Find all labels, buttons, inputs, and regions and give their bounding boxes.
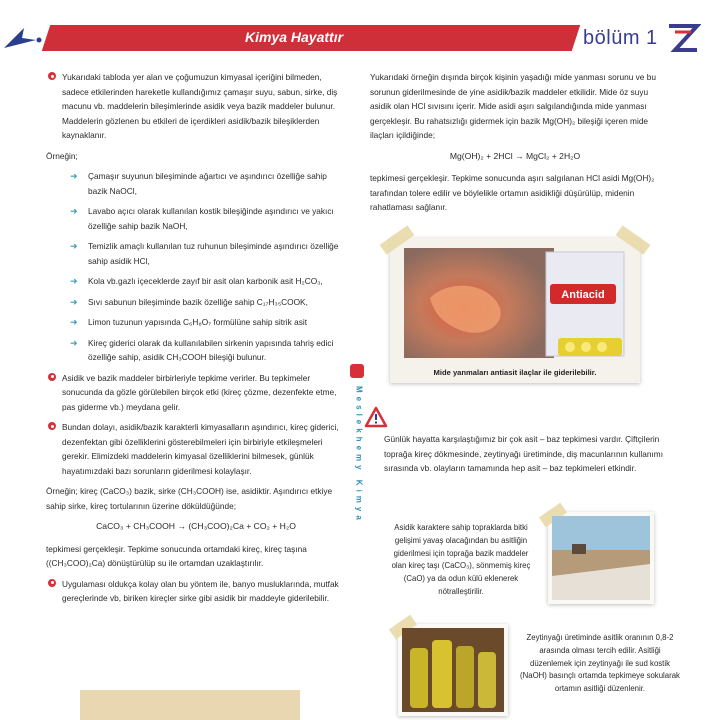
list-item-text: Sıvı sabunun bileşiminde bazik özelliğe sahip C₁₇H₃₅COOK, bbox=[88, 296, 308, 307]
left-column bbox=[46, 70, 346, 612]
soil-text: Asidik karaktere sahip topraklarda bitki gelişimi yavaş olacağından bu asitliğin giderilmesi için toprağa bazik maddeler olan kireç taşı (CaCO₃), sönmemiş kireç (CaO) ya da odun külü eklenerek nötralleştirilir. bbox=[391, 523, 531, 596]
arrow-bullet-icon: ➜ bbox=[70, 206, 78, 216]
page-title: Kimya Hayattır bbox=[245, 29, 344, 45]
paragraph bbox=[46, 577, 346, 606]
list-item bbox=[46, 295, 346, 310]
side-label-text: Meslekhemy Kimya bbox=[354, 386, 364, 524]
page-header bbox=[0, 0, 720, 64]
equation: Mg(OH)₂ + 2HCl → MgCl₂ + 2H₂O bbox=[449, 150, 581, 161]
list-item-text: Çamaşır suyunun bileşiminde ağartıcı ve aşındırıcı özelliğe sahip bazik NaOCl, bbox=[88, 171, 327, 196]
list-item bbox=[46, 336, 346, 365]
list-item bbox=[46, 169, 346, 198]
arrow-bullet-icon: ➜ bbox=[70, 171, 78, 181]
field-photo bbox=[548, 512, 654, 604]
paragraph-text: Asidik ve bazik maddeler birbirleriyle tepkime verirler. Bu tepkimeler sonucunda da gözle görülebilen birçok etki (kireç çözme, dezenfekte etme, pas giderme vb.) meydana gelir. bbox=[62, 372, 337, 412]
list-item-text: Limon tuzunun yapısında C₆H₈O₇ formülüne sahip sitrik asit bbox=[88, 317, 308, 327]
bullet-dot-icon bbox=[48, 579, 56, 587]
olive-oil-photo bbox=[398, 624, 508, 716]
chapter-label: bölüm 1 bbox=[583, 27, 658, 49]
arrow-bullet-icon: ➜ bbox=[70, 241, 78, 251]
antiacid-label: Antiacid bbox=[561, 289, 605, 301]
arrow-bullet-icon: ➜ bbox=[70, 276, 78, 286]
list-item-text: Kireç giderici olarak da kullanılabilen sirkenin yapısında tahriş edici özelliğe sahip, asidik CH₃COOH bileşiği bulunur. bbox=[88, 337, 334, 362]
paragraph bbox=[46, 371, 346, 415]
list-item bbox=[46, 315, 346, 330]
list-item-text: Temizlik amaçlı kullanılan tuz ruhunun bileşiminde aşındırıcı özelliğe sahip asidik HCl, bbox=[88, 241, 339, 266]
equation: CaCO₃ + CH₃COOH → (CH₃COO)₂Ca + CO₂ + H₂O bbox=[96, 521, 296, 531]
stomach-image bbox=[390, 238, 640, 366]
list-item-text: Lavabo açıcı olarak kullanılan kostik bileşiğinde aşındırıcı ve yakıcı özelliğe sahip bazik NaOH, bbox=[88, 206, 334, 231]
list-item-text: Kola vb.gazlı içeceklerde zayıf bir asit olan karbonik asit H₂CO₃, bbox=[88, 276, 323, 286]
list-item bbox=[46, 274, 346, 289]
list-item bbox=[46, 204, 346, 233]
field-image bbox=[552, 516, 650, 600]
bottom-photo bbox=[80, 690, 300, 720]
paragraph-text: tepkimesi gerçekleşir. Tepkime sonucunda ortamdaki kireç, kireç taşına ((CH₃COO)₂Ca) dönüştürülüp su ile ortamdan uzaklaştırılır. bbox=[46, 543, 307, 568]
paragraph-text: Bundan dolayı, asidik/bazik karakterli kimyasalların aşındırıcı, kireç giderici, dezenfektan gibi özelliklerini gösterebilmeleri için birbiriyle etkileşmeleri gerekir. Elimizdeki maddelerin kimyasal özelliklerini bilmesek, günlük hayatımızdaki bazı sorunların giderilmesi kolaylaşır. bbox=[62, 422, 339, 476]
olive-oil-image bbox=[402, 628, 504, 712]
arrow-bullet-icon: ➜ bbox=[70, 337, 78, 348]
paragraph-text: Uygulaması oldukça kolay olan bu yöntem ile, banyo musluklarında, mutfak gereçlerinde vb, biriken kireçler sirke gibi asidik bir maddeyle giderilebilir. bbox=[62, 578, 339, 603]
paragraph bbox=[46, 70, 346, 143]
paragraph-text: Yukarıdaki tabloda yer alan ve çoğumuzun kimyasal içeriğini bilmeden, sadece etkilerinden hareketle kullandığımız çamaşır suyu, sabun, sirke, diş macunu vb. maddelerin bileşimlerinde asidik veya bazik maddeler bulunur. Maddelerin gözlenen bu etkileri de içerdikleri asidik/bazik bileşiklerden kaynaklanır. bbox=[62, 72, 338, 140]
bullet-dot-icon bbox=[48, 72, 56, 80]
arrow-bullet-icon: ➜ bbox=[70, 317, 78, 327]
bullet-dot-icon bbox=[48, 422, 56, 430]
paragraph-text: tepkimesi gerçekleşir. Tepkime sonucunda aşırı salgılanan HCl asidi Mg(OH)₂ tarafından tolere edilir ve böylelikle ortamın asidikliği düşürülüp, midenin rahatlaması sağlanır. bbox=[370, 173, 655, 212]
antacid-photo bbox=[390, 238, 640, 383]
right-column bbox=[370, 70, 660, 221]
list-item bbox=[46, 239, 346, 268]
arrow-bullet-icon: ➜ bbox=[70, 296, 78, 307]
paragraph-text: Yukarıdaki örneğin dışında birçok kişinin yaşadığı mide yanması sorunu ve bu sorunun giderilmesinde de yine asidik/bazik maddeler etkilidir. Mide öz suyu asidik olan HCl sıvısını içerir. Mide asidi aşırı salgılandığında mide yanması gerçekleşir. Bu rahatsızlığı gidermek için bazik Mg(OH)₂ bileşiği içeren mide ilaçları içildiğinde; bbox=[370, 72, 656, 140]
info-paragraph: Günlük hayatta karşılaştığımız bir çok asit – baz tepkimesi vardır. Çiftçilerin toprağa kireç dökmesinde, zeytinyağı üretiminde, diş macunlarının kullanımı sırasında vb. olayların tamamında hep asit – baz tepkimeleri etkindir. bbox=[384, 434, 664, 473]
photo-caption: Mide yanmaları antiasit ilaçlar ile giderilebilir. bbox=[433, 368, 597, 377]
paragraph-text: Örneğin; kireç (CaCO₃) bazik, sirke (CH₃COOH) ise, asidiktir. Aşındırıcı etkiye sahip sirke, kireç tortularının üzerine döküldüğünde; bbox=[46, 486, 333, 511]
warning-icon bbox=[364, 406, 388, 428]
example-label: Örneğin; bbox=[46, 150, 78, 161]
side-label bbox=[352, 370, 364, 528]
olive-oil-text: Zeytinyağı üretiminde asitlik oranının 0,8-2 arasında olması tercih edilir. Asitliği düzenlemek için zeytinyağı ile sud kostik (NaOH) basınçlı ortamda tepkimeye sokularak ortamın asitliği düzenlenir. bbox=[520, 633, 680, 694]
bullet-dot-icon bbox=[48, 373, 56, 381]
paragraph bbox=[46, 420, 346, 478]
z-logo-icon bbox=[665, 22, 701, 56]
publisher-logo-icon bbox=[2, 24, 42, 52]
